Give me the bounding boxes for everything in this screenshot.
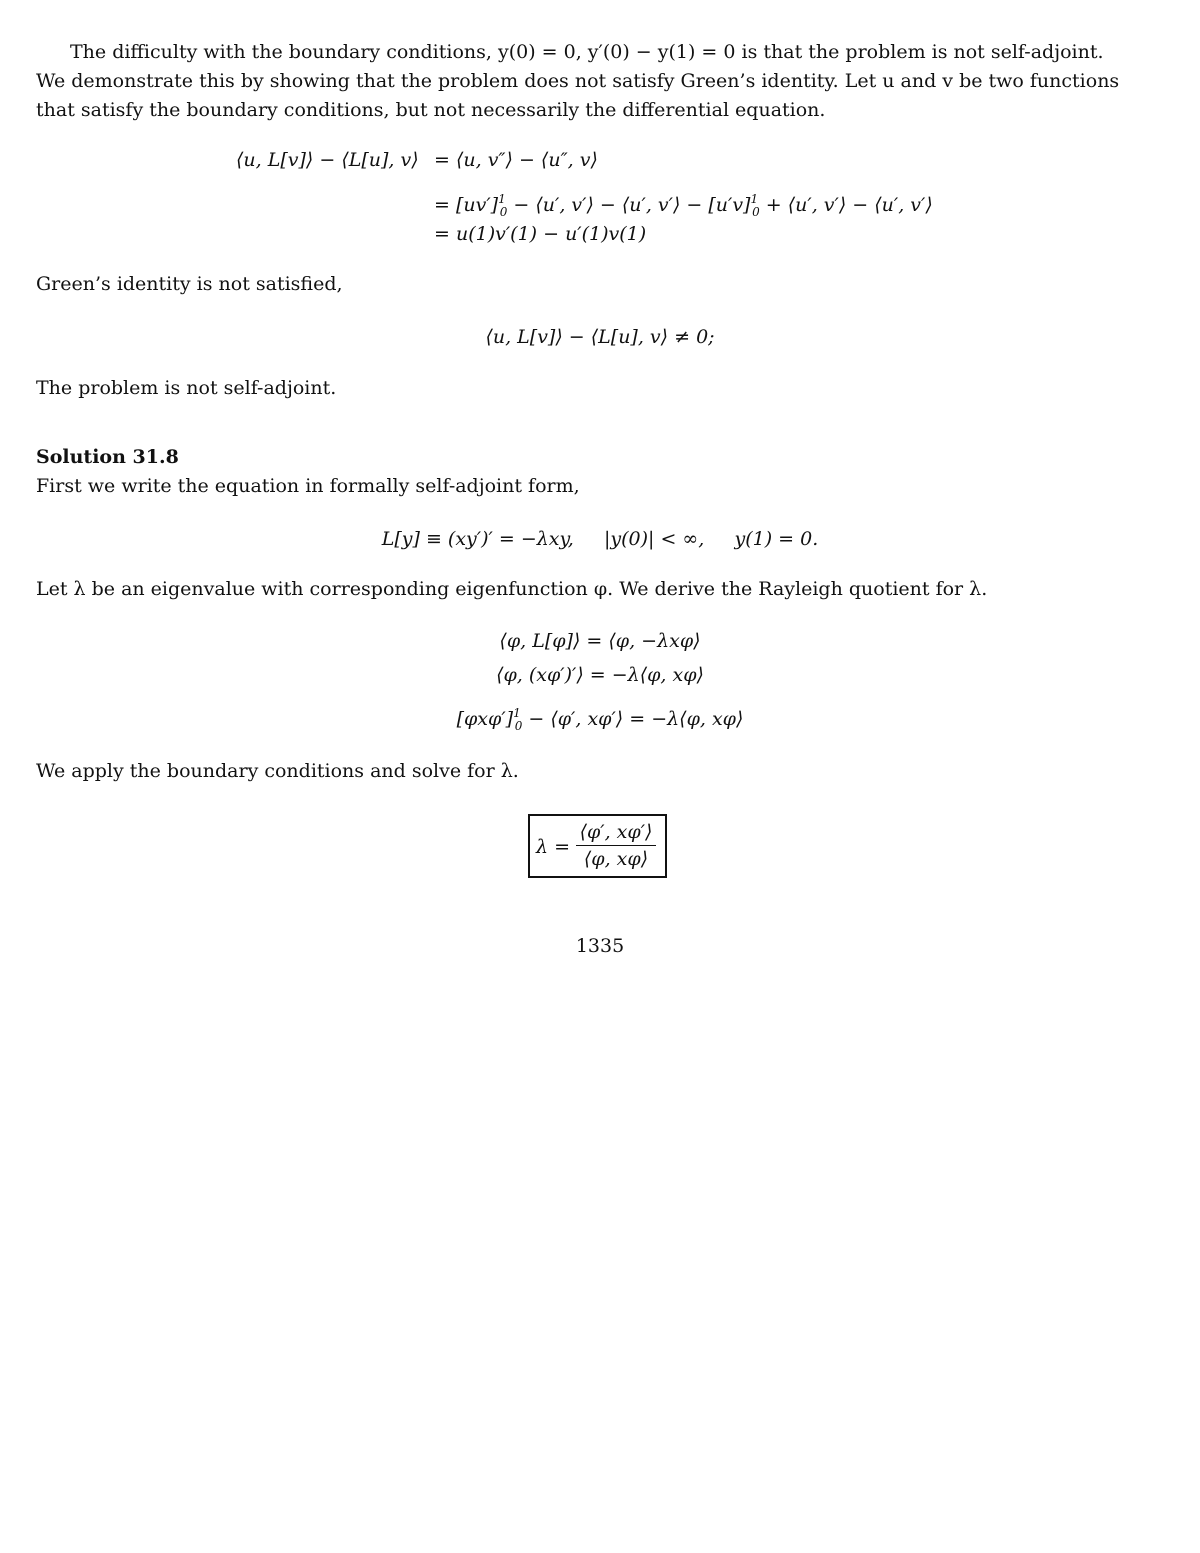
eq1-upper-2: 1 — [750, 192, 759, 206]
let-lambda-text: Let λ be an eigenvalue with corresponding eigenfunction φ. We derive the Rayleigh quotient for λ. — [36, 578, 988, 600]
eq1-middle-terms: − ⟨u′, v′⟩ − ⟨u′, v′⟩ − [u′v] — [507, 194, 751, 216]
page-number: 1335 — [575, 935, 625, 957]
not-self-adjoint-text: The problem is not self-adjoint. — [36, 377, 337, 399]
first-text: First we write the equation in formally self-adjoint form, — [36, 475, 580, 497]
eq1-lower-1: 0 — [499, 205, 508, 219]
greens-identity-text: Green’s identity is not satisfied, — [36, 273, 343, 295]
intro-line-1: The difficulty with the boundary conditions, y(0) = 0, y′(0) − y(1) = 0 is that the problem is not self-adjoint. — [70, 41, 1104, 63]
eq1-lower-2: 0 — [752, 205, 760, 219]
eq1-bracket-1: = [uv′] — [434, 194, 499, 216]
eq4-line-1: ⟨φ, L[φ]⟩ = ⟨φ, −λxφ⟩ — [499, 630, 701, 652]
intro-line-3: that satisfy the boundary conditions, but not necessarily the differential equation. — [36, 99, 826, 121]
eq3: L[y] ≡ (xy′)′ = −λxy, |y(0)| < ∞, y(1) = 0. — [381, 528, 819, 550]
eq4-line-3 — [0, 700, 1200, 739]
eq1-lhs: ⟨u, L[v]⟩ − ⟨L[u], v⟩ — [236, 149, 419, 171]
eq4-line-2: ⟨φ, (xφ′)′⟩ = −λ⟨φ, xφ⟩ — [496, 664, 704, 686]
eq1-end-terms: + ⟨u′, v′⟩ − ⟨u′, v′⟩ — [759, 194, 933, 216]
apply-bc-text: We apply the boundary conditions and solve for λ. — [36, 760, 519, 782]
intro-paragraph — [36, 38, 1166, 67]
eq1-rhs-line-2 — [434, 186, 933, 225]
eq1-upper-1: 1 — [498, 192, 506, 206]
eq4-bracket: [φxφ′] — [456, 708, 514, 730]
rayleigh-quotient-box — [528, 814, 667, 878]
eq4-lower: 0 — [514, 719, 523, 733]
eq1-rhs-line-1: = ⟨u, v″⟩ − ⟨u″, v⟩ — [434, 149, 598, 171]
rayleigh-fraction — [576, 820, 656, 873]
intro-paragraph-line-3 — [36, 96, 1166, 125]
eq1-rhs-line-3: = u(1)v′(1) − u′(1)v(1) — [434, 223, 647, 245]
intro-paragraph-line-2 — [36, 67, 1166, 96]
boxed-lambda: λ = — [536, 836, 571, 858]
eq2: ⟨u, L[v]⟩ − ⟨L[u], v⟩ ≠ 0; — [485, 326, 715, 348]
fraction-numerator: ⟨φ′, xφ′⟩ — [576, 820, 656, 846]
eq4-rest: − ⟨φ′, xφ′⟩ = −λ⟨φ, xφ⟩ — [522, 708, 744, 730]
fraction-denominator: ⟨φ, xφ⟩ — [583, 848, 649, 870]
eq4-upper: 1 — [513, 706, 521, 720]
intro-line-2: We demonstrate this by showing that the problem does not satisfy Green’s identity. Let u and v be two functions — [36, 70, 1120, 92]
solution-heading: Solution 31.8 — [36, 446, 179, 468]
